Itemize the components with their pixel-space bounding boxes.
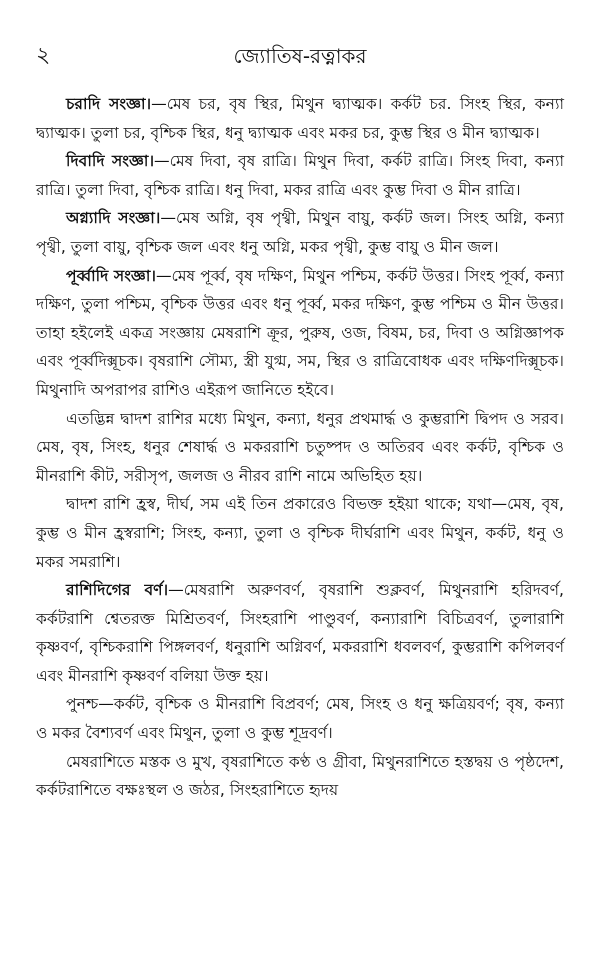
section-term: পূর্ব্বাদি সংজ্ঞা।	[66, 266, 156, 285]
paragraph-anga	[36, 748, 564, 805]
paragraph-purbadi	[36, 262, 564, 405]
section-term: রাশিদিগের বর্ণ।	[66, 581, 169, 600]
paragraph-dwipad	[36, 405, 564, 491]
paragraph-text: এতদ্ভিন্ন দ্বাদশ রাশির মধ্যে মিথুন, কন্যা, ধনুর প্রথমার্দ্ধ ও কুম্ভরাশি দ্বিপদ ও সরব। মেষ, বৃষ, সিংহ, ধনুর শেষার্দ্ধ ও মকররাশি চতুষ্পদ ও অতিরব এবং কর্কট, বৃশ্চিক ও মীনরাশি কীট, সরীসৃপ, জলজ ও নীরব রাশি নামে অভিহিত হয়।	[36, 409, 564, 485]
paragraph-text: দ্বাদশ রাশি হ্রস্ব, দীর্ঘ, সম এই তিন প্রকারেও বিভক্ত হইয়া থাকে; যথা—মেষ, বৃষ, কুম্ভ ও মীন হ্রস্বরাশি; সিংহ, কন্যা, তুলা ও বৃশ্চিক দীর্ঘরাশি এবং মিথুন, কর্কট, ধনু ও মকর সমরাশি।	[36, 495, 564, 571]
paragraph-text: —মেষ পূর্ব্ব, বৃষ দক্ষিণ, মিথুন পশ্চিম, কর্কট উত্তর। সিংহ পূর্ব্ব, কন্যা দক্ষিণ, তুলা পশ্চিম, বৃশ্চিক উত্তর এবং ধনু পূর্ব্ব, মকর দক্ষিণ, কুম্ভ পশ্চিম ও মীন উত্তর। তাহা হইলেই একত্র সংজ্ঞায় মেষরাশি ক্রূর, পুরুষ, ওজ, বিষম, চর, দিবা ও অগ্নিজ্ঞাপক এবং পূর্ব্বদিক্সূচক। বৃষরাশি সৌম্য, স্ত্রী যুগ্ম, সম, স্থির ও রাত্রিবোধক এবং দক্ষিণদিক্সূচক। মিথুনাদি অপরাপর রাশিও এইরূপ জানিতে হইবে।	[36, 266, 564, 399]
paragraph-barna	[36, 576, 564, 690]
section-term: অগ্ন্যাদি সংজ্ঞা।	[66, 209, 161, 228]
page-header	[36, 40, 564, 72]
paragraph-agnyadi	[36, 204, 564, 261]
paragraph-text: পুনশ্চ—কর্কট, বৃশ্চিক ও মীনরাশি বিপ্রবর্ণ; মেষ, সিংহ ও ধনু ক্ষত্রিয়বর্ণ; বৃষ, কন্যা ও মকর বৈশ্যবর্ণ এবং মিথুন, তুলা ও কুম্ভ শূদ্রবর্ণ।	[36, 695, 564, 743]
running-title: জ্যোতিষ-রত্নাকর	[233, 44, 367, 68]
paragraph-text: —মেষ দিবা, বৃষ রাত্রি। মিথুন দিবা, কর্কট রাত্রি। সিংহ দিবা, কন্যা রাত্রি। তুলা দিবা, বৃশ্চিক রাত্রি। ধনু দিবা, মকর রাত্রি এবং কুম্ভ দিবা ও মীন রাত্রি।	[36, 152, 564, 199]
paragraph-hrasva	[36, 490, 564, 576]
paragraph-text: মেষরাশিতে মস্তক ও মুখ, বৃষরাশিতে কণ্ঠ ও গ্রীবা, মিথুনরাশিতে হস্তদ্বয় ও পৃষ্ঠদেশ, কর্কটরাশিতে বক্ষঃস্থল ও জঠর, সিংহরাশিতে হৃদয়	[36, 752, 564, 800]
paragraph-text: —মেষ অগ্নি, বৃষ পৃথ্বী, মিথুন বায়ু, কর্কট জল। সিংহ অগ্নি, কন্যা পৃথ্বী, তুলা বায়ু, বৃশ্চিক জল এবং ধনু অগ্নি, মকর পৃথ্বী, কুম্ভ বায়ু ও মীন জল।	[36, 209, 564, 256]
section-term: চরাদি সংজ্ঞা।	[66, 95, 152, 113]
page-number: ২	[36, 43, 51, 68]
paragraph-text: —মেষ চর, বৃষ স্থির, মিথুন দ্ব্যাত্মক। কর্কট চর. সিংহ স্থির, কন্যা দ্ব্যাত্মক। তুলা চর, বৃশ্চিক স্থির, ধনু দ্ব্যাত্মক এবং মকর চর, কুম্ভ স্থির ও মীন দ্ব্যাত্মক।	[36, 95, 564, 142]
paragraph-punascha	[36, 690, 564, 747]
section-term: দিবাদি সংজ্ঞা।	[66, 152, 155, 171]
paragraph-dibadi	[36, 147, 564, 204]
body-text	[36, 90, 564, 805]
paragraph-charadi	[36, 90, 564, 147]
paragraph-text: —মেষরাশি অরুণবর্ণ, বৃষরাশি শুক্লবর্ণ, মিথুনরাশি হরিদবর্ণ, কর্কটরাশি শ্বেতরক্ত মিশ্রিতবর্ণ, সিংহরাশি পাণ্ডুবর্ণ, কন্যারাশি বিচিত্রবর্ণ, তুলারাশি কৃষ্ণবর্ণ, বৃশ্চিকরাশি পিঙ্গলবর্ণ, ধনুরাশি অগ্নিবর্ণ, মকররাশি ধবলবর্ণ, কুম্ভরাশি কপিলবর্ণ এবং মীনরাশি কৃষ্ণবর্ণ বলিয়া উক্ত হয়।	[36, 581, 564, 685]
